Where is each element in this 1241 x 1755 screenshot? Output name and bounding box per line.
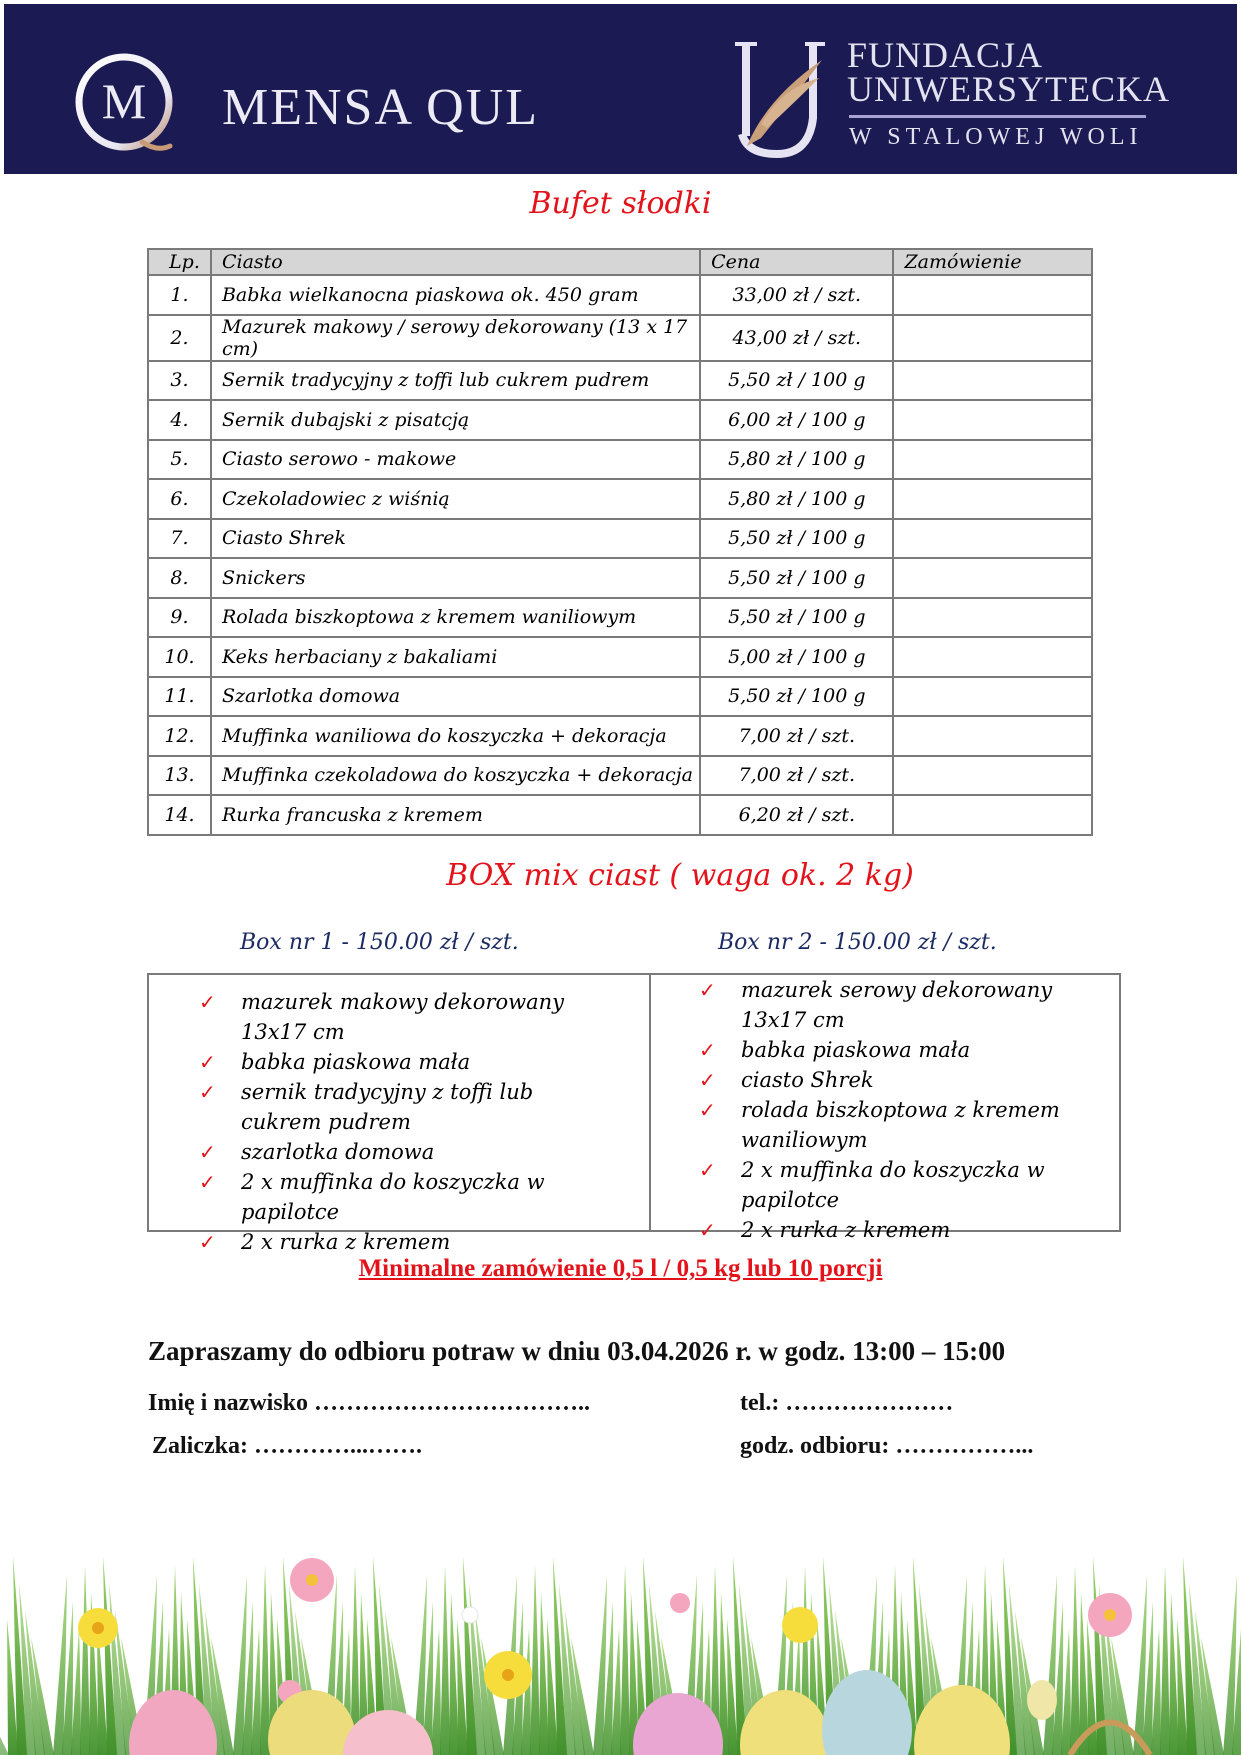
row-number: 4. xyxy=(148,400,211,440)
table-row xyxy=(148,519,1092,559)
table-row xyxy=(148,361,1092,401)
cake-name: Keks herbaciany z bakaliami xyxy=(211,637,700,677)
cake-name: Szarlotka domowa xyxy=(211,677,700,717)
form-phone-field: tel.: ………………… xyxy=(740,1390,954,1416)
order-cell[interactable] xyxy=(893,558,1092,598)
row-number: 2. xyxy=(148,315,211,361)
box-item-text: mazurek makowy dekorowany 13x17 cm xyxy=(241,990,565,1044)
order-cell[interactable] xyxy=(893,275,1092,315)
order-cell[interactable] xyxy=(893,400,1092,440)
form-deposit-field: Zaliczka: …………...……. xyxy=(152,1433,422,1459)
checkmark-icon: ✓ xyxy=(199,1230,216,1254)
box-item-text: 2 x rurka z kremem xyxy=(741,1218,951,1242)
box-item xyxy=(699,1095,1117,1155)
cake-price: 5,50 zł / 100 g xyxy=(700,598,893,638)
box-item-text: szarlotka domowa xyxy=(241,1140,435,1164)
header-banner xyxy=(4,4,1237,174)
box-2-items xyxy=(699,975,1117,1245)
row-number: 8. xyxy=(148,558,211,598)
cake-name: Mazurek makowy / serowy dekorowany (13 x 17 cm) xyxy=(211,315,700,361)
box-item xyxy=(699,1215,1117,1245)
brand-right-line3: W STALOWEJ WOLI xyxy=(849,124,1143,150)
cake-price: 5,50 zł / 100 g xyxy=(700,677,893,717)
table-row xyxy=(148,558,1092,598)
row-number: 11. xyxy=(148,677,211,717)
order-cell[interactable] xyxy=(893,479,1092,519)
order-cell[interactable] xyxy=(893,440,1092,480)
minimum-order-notice xyxy=(0,1255,1241,1283)
cake-price: 5,50 zł / 100 g xyxy=(700,558,893,598)
brand-right-line2: UNIWERSYTECKA xyxy=(847,69,1170,109)
box-item xyxy=(199,987,619,1047)
box-item xyxy=(199,1137,619,1167)
order-cell[interactable] xyxy=(893,637,1092,677)
box-item-text: babka piaskowa mała xyxy=(741,1038,971,1062)
checkmark-icon: ✓ xyxy=(199,1080,216,1104)
box-table xyxy=(147,973,1121,1254)
row-number: 6. xyxy=(148,479,211,519)
section-title: Bufet słodki xyxy=(529,186,712,221)
table-row xyxy=(148,400,1092,440)
checkmark-icon: ✓ xyxy=(199,1050,216,1074)
row-number: 12. xyxy=(148,716,211,756)
box-1-cell xyxy=(149,975,651,1254)
checkmark-icon: ✓ xyxy=(699,1218,716,1242)
cake-price: 5,50 zł / 100 g xyxy=(700,519,893,559)
box-item-text: ciasto Shrek xyxy=(741,1068,874,1092)
checkmark-icon: ✓ xyxy=(699,1038,716,1062)
table-row xyxy=(148,598,1092,638)
checkmark-icon: ✓ xyxy=(199,1140,216,1164)
row-number: 10. xyxy=(148,637,211,677)
cake-name: Rurka francuska z kremem xyxy=(211,795,700,835)
table-row xyxy=(148,315,1092,361)
table-row xyxy=(148,795,1092,835)
box-item-text: 2 x muffinka do koszyczka w papilotce xyxy=(241,1170,545,1224)
brand-right-line1: FUNDACJA xyxy=(847,35,1044,75)
box-item xyxy=(199,1167,619,1227)
box-1-items xyxy=(199,987,619,1257)
box-item-text: mazurek serowy dekorowany 13x17 cm xyxy=(741,978,1053,1032)
checkmark-icon: ✓ xyxy=(199,1170,216,1194)
easter-grass-decoration xyxy=(0,1480,1241,1755)
checkmark-icon: ✓ xyxy=(699,1158,716,1182)
cake-name: Czekoladowiec z wiśnią xyxy=(211,479,700,519)
cake-price: 5,00 zł / 100 g xyxy=(700,637,893,677)
cake-name: Sernik dubajski z pisatcją xyxy=(211,400,700,440)
table-row xyxy=(148,637,1092,677)
row-number: 5. xyxy=(148,440,211,480)
cake-name: Rolada biszkoptowa z kremem waniliowym xyxy=(211,598,700,638)
pickup-info: Zapraszamy do odbioru potraw w dniu 03.04.2026 r. w godz. 13:00 – 15:00 xyxy=(148,1336,1006,1366)
mensa-qul-logo-icon xyxy=(72,50,180,158)
cake-name: Ciasto serowo - makowe xyxy=(211,440,700,480)
order-cell[interactable] xyxy=(893,716,1092,756)
cake-price: 6,20 zł / szt. xyxy=(700,795,893,835)
form-pickup-time-field: godz. odbioru: ……………... xyxy=(740,1433,1034,1459)
box-2-cell xyxy=(651,975,1119,1242)
order-cell[interactable] xyxy=(893,677,1092,717)
brand-divider xyxy=(849,115,1146,118)
table-row xyxy=(148,677,1092,717)
col-header-cake: Ciasto xyxy=(211,249,700,275)
cake-price: 5,50 zł / 100 g xyxy=(700,361,893,401)
box-item xyxy=(199,1227,619,1257)
form-name-field: Imię i nazwisko …………………………….. xyxy=(148,1390,591,1416)
box-item xyxy=(699,975,1117,1035)
order-cell[interactable] xyxy=(893,756,1092,796)
checkmark-icon: ✓ xyxy=(699,978,716,1002)
brand-left-name: MENSA QUL xyxy=(222,79,540,136)
checkmark-icon: ✓ xyxy=(199,990,216,1014)
table-row xyxy=(148,756,1092,796)
cake-price: 5,80 zł / 100 g xyxy=(700,479,893,519)
box-item xyxy=(199,1077,619,1137)
cake-name: Ciasto Shrek xyxy=(211,519,700,559)
checkmark-icon: ✓ xyxy=(699,1098,716,1122)
box-item-text: rolada biszkoptowa z kremem waniliowym xyxy=(741,1098,1060,1152)
cake-name: Muffinka czekoladowa do koszyczka + dekoracja xyxy=(211,756,700,796)
box-item xyxy=(699,1065,1117,1095)
cake-price: 43,00 zł / szt. xyxy=(700,315,893,361)
box-2-heading: Box nr 2 - 150.00 zł / szt. xyxy=(718,930,997,955)
box-item-text: babka piaskowa mała xyxy=(241,1050,471,1074)
row-number: 9. xyxy=(148,598,211,638)
box-1-heading: Box nr 1 - 150.00 zł / szt. xyxy=(240,930,519,955)
svg-text:M: M xyxy=(101,73,147,129)
table-row xyxy=(148,440,1092,480)
table-row xyxy=(148,275,1092,315)
box-item-text: 2 x rurka z kremem xyxy=(241,1230,451,1254)
cake-price: 7,00 zł / szt. xyxy=(700,716,893,756)
table-header-row xyxy=(148,249,1092,275)
cake-price: 33,00 zł / szt. xyxy=(700,275,893,315)
checkmark-icon: ✓ xyxy=(699,1068,716,1092)
order-cell[interactable] xyxy=(893,598,1092,638)
row-number: 3. xyxy=(148,361,211,401)
cake-price: 6,00 zł / 100 g xyxy=(700,400,893,440)
table-row xyxy=(148,479,1092,519)
order-cell[interactable] xyxy=(893,315,1092,361)
menu-table-body xyxy=(148,275,1092,835)
order-cell[interactable] xyxy=(893,361,1092,401)
cake-name: Muffinka waniliowa do koszyczka + dekoracja xyxy=(211,716,700,756)
order-cell[interactable] xyxy=(893,795,1092,835)
minimum-order-text: Minimalne zamówienie 0,5 l / 0,5 kg lub 10 porcji xyxy=(358,1255,883,1282)
col-header-price: Cena xyxy=(700,249,893,275)
box-section-title: BOX mix ciast ( waga ok. 2 kg) xyxy=(446,858,914,893)
row-number: 7. xyxy=(148,519,211,559)
cake-price: 7,00 zł / szt. xyxy=(700,756,893,796)
box-item xyxy=(199,1047,619,1077)
cake-name: Snickers xyxy=(211,558,700,598)
menu-table xyxy=(147,248,1093,836)
table-row xyxy=(148,716,1092,756)
row-number: 1. xyxy=(148,275,211,315)
cake-name: Babka wielkanocna piaskowa ok. 450 gram xyxy=(211,275,700,315)
box-item xyxy=(699,1035,1117,1065)
box-item-text: sernik tradycyjny z toffi lub cukrem pudrem xyxy=(241,1080,534,1134)
cake-price: 5,80 zł / 100 g xyxy=(700,440,893,480)
box-item-text: 2 x muffinka do koszyczka w papilotce xyxy=(741,1158,1045,1212)
box-item xyxy=(699,1155,1117,1215)
fundacja-logo-icon xyxy=(727,38,837,158)
row-number: 13. xyxy=(148,756,211,796)
col-header-order: Zamówienie xyxy=(893,249,1092,275)
cake-name: Sernik tradycyjny z toffi lub cukrem pudrem xyxy=(211,361,700,401)
col-header-lp: Lp. xyxy=(148,249,211,275)
order-cell[interactable] xyxy=(893,519,1092,559)
row-number: 14. xyxy=(148,795,211,835)
